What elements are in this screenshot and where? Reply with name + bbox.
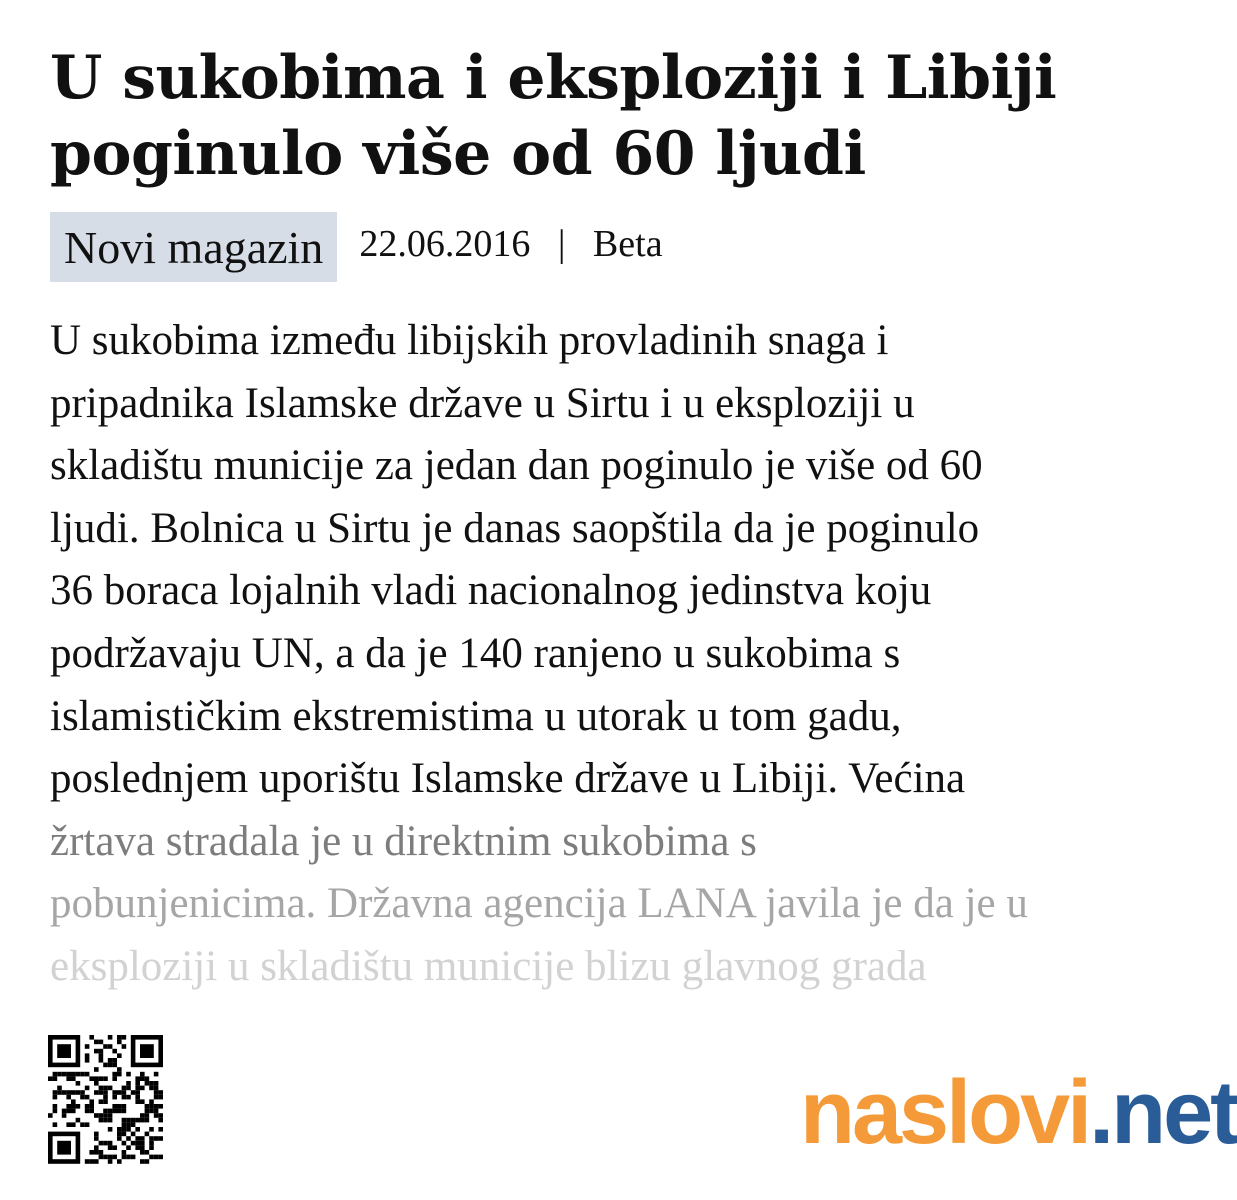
article-body-line: ljudi. Bolnica u Sirtu je danas saopštila da je poginulo: [50, 504, 980, 552]
source-badge[interactable]: Novi magazin: [50, 212, 337, 282]
article-body-line: eksploziji u skladištu municije blizu glavnog grada: [50, 942, 927, 990]
article-title: U sukobima i eksploziji i Libiji poginulo više od 60 ljudi: [50, 43, 1057, 189]
article-body-line: islamističkim ekstremistima u utorak u tom gadu,: [50, 692, 902, 740]
article-body-line: pripadnika Islamske države u Sirtu i u eksploziji u: [50, 379, 915, 427]
article-body-line: pobunjenicima. Državna agencija LANA javila je da je u: [50, 880, 1028, 928]
article-meta: [50, 212, 663, 282]
qr-code-icon: [48, 1035, 164, 1165]
article-body-line: poslednjem uporištu Islamske države u Libiji. Većina: [50, 755, 966, 803]
article-body-line: 36 boraca lojalnih vladi nacionalnog jedinstva koju: [50, 567, 932, 615]
naslovi-logo[interactable]: [800, 1058, 1237, 1168]
article-body-line: U sukobima između libijskih provladinih snaga i: [50, 317, 889, 364]
logo-naslovi-text: naslovi: [800, 1063, 1090, 1163]
article-body: [50, 310, 1170, 1000]
article-date: 22.06.2016: [359, 223, 531, 265]
meta-line: [359, 212, 662, 266]
article-agency: Beta: [592, 223, 663, 265]
meta-separator: |: [557, 223, 566, 265]
article-body-line: žrtava stradala je u direktnim sukobima s: [50, 817, 757, 865]
logo-net-text: .net: [1089, 1063, 1237, 1163]
article-body-line: podržavaju UN, a da je 140 ranjeno u sukobima s: [50, 629, 901, 677]
article-body-line: skladištu municije za jedan dan poginulo je više od 60: [50, 442, 983, 490]
